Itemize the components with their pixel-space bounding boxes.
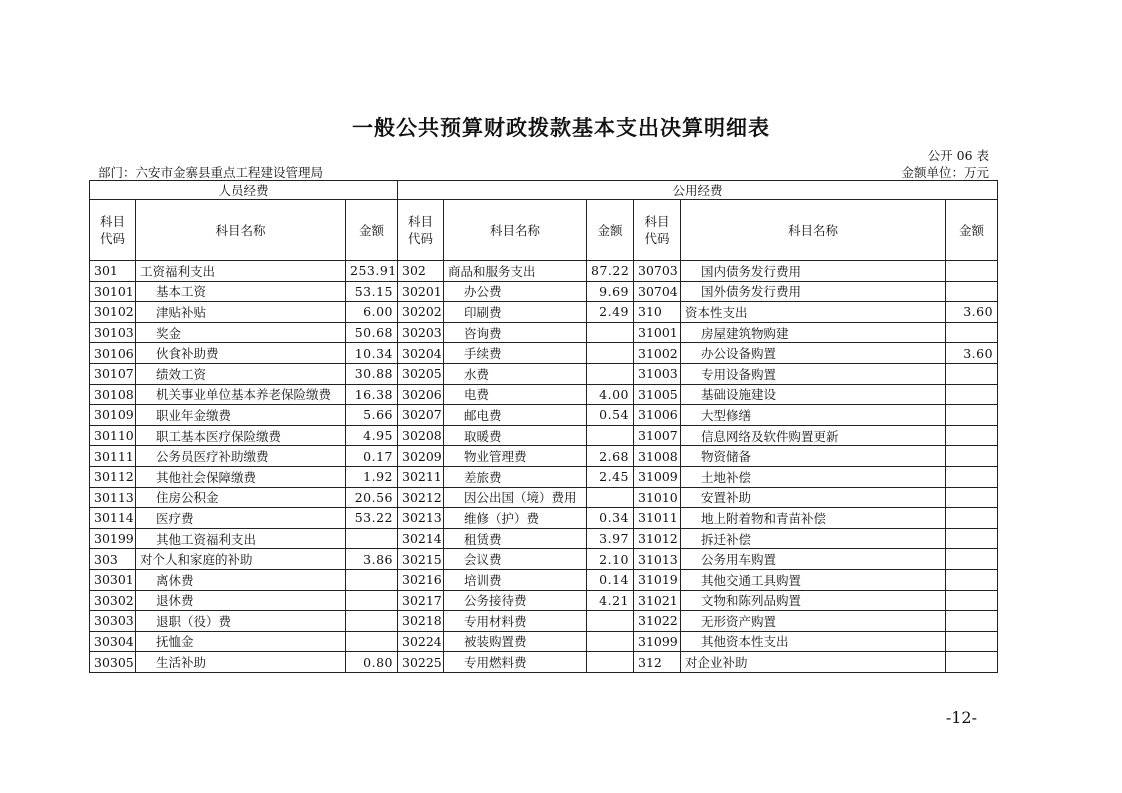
name-cell: 文物和陈列品购置 [681, 590, 946, 611]
code-cell: 31002 [634, 343, 681, 364]
code-cell: 30211 [398, 466, 444, 487]
code-cell: 30110 [90, 425, 136, 446]
code-cell: 30208 [398, 425, 444, 446]
amount-cell: 3.97 [587, 528, 634, 549]
header-name: 科目名称 [681, 200, 946, 261]
code-cell: 30209 [398, 446, 444, 467]
header-amount: 金额 [346, 200, 398, 261]
amount-cell [346, 528, 398, 549]
amount-cell [946, 281, 998, 302]
name-cell: 物资储备 [681, 446, 946, 467]
page-title: 一般公共预算财政拨款基本支出决算明细表 [352, 115, 770, 140]
code-cell: 30217 [398, 590, 444, 611]
amount-cell [587, 487, 634, 508]
amount-cell: 9.69 [587, 281, 634, 302]
name-cell: 物业管理费 [444, 446, 587, 467]
amount-cell: 3.86 [346, 549, 398, 570]
table-row [90, 549, 998, 570]
form-number: 公开 06 表 [927, 148, 989, 163]
amount-cell [587, 652, 634, 673]
code-cell: 30302 [90, 590, 136, 611]
name-cell: 无形资产购置 [681, 611, 946, 632]
code-cell: 31009 [634, 466, 681, 487]
amount-cell: 3.60 [946, 343, 998, 364]
name-cell: 专用设备购置 [681, 363, 946, 384]
name-cell: 专用燃料费 [444, 652, 587, 673]
table-row [90, 281, 998, 302]
name-cell: 对个人和家庭的补助 [136, 549, 346, 570]
code-cell: 30213 [398, 508, 444, 529]
amount-cell [587, 611, 634, 632]
table-row [90, 261, 998, 282]
name-cell: 工资福利支出 [136, 261, 346, 282]
table-row [90, 590, 998, 611]
code-cell: 30114 [90, 508, 136, 529]
name-cell: 安置补助 [681, 487, 946, 508]
name-cell: 退职（役）费 [136, 611, 346, 632]
name-cell: 培训费 [444, 569, 587, 590]
header-code: 科目 代码 [634, 200, 681, 261]
name-cell: 会议费 [444, 549, 587, 570]
name-cell: 因公出国（境）费用 [444, 487, 587, 508]
header-name: 科目名称 [136, 200, 346, 261]
name-cell: 绩效工资 [136, 363, 346, 384]
column-header-row [90, 200, 998, 261]
header-name: 科目名称 [444, 200, 587, 261]
header-code: 科目 代码 [398, 200, 444, 261]
code-cell: 30111 [90, 446, 136, 467]
name-cell: 离休费 [136, 569, 346, 590]
name-cell: 公务员医疗补助缴费 [136, 446, 346, 467]
code-cell: 30113 [90, 487, 136, 508]
code-cell: 30304 [90, 631, 136, 652]
unit-label: 金额单位：万元 [901, 165, 989, 180]
name-cell: 维修（护）费 [444, 508, 587, 529]
table-row [90, 425, 998, 446]
amount-cell: 30.88 [346, 363, 398, 384]
group-personnel: 人员经费 [90, 181, 398, 200]
amount-cell: 53.15 [346, 281, 398, 302]
name-cell: 职业年金缴费 [136, 405, 346, 426]
code-cell: 30305 [90, 652, 136, 673]
amount-cell [946, 322, 998, 343]
name-cell: 手续费 [444, 343, 587, 364]
code-cell: 30703 [634, 261, 681, 282]
name-cell: 资本性支出 [681, 302, 946, 323]
page-number: -12- [945, 708, 977, 727]
amount-cell [946, 405, 998, 426]
code-cell: 31001 [634, 322, 681, 343]
amount-cell [346, 569, 398, 590]
code-cell: 30212 [398, 487, 444, 508]
amount-cell [587, 631, 634, 652]
name-cell: 咨询费 [444, 322, 587, 343]
header-amount: 金额 [946, 200, 998, 261]
code-cell: 312 [634, 652, 681, 673]
amount-cell: 4.00 [587, 384, 634, 405]
code-cell: 31011 [634, 508, 681, 529]
code-cell: 30303 [90, 611, 136, 632]
name-cell: 对企业补助 [681, 652, 946, 673]
table-row [90, 569, 998, 590]
code-cell: 31010 [634, 487, 681, 508]
name-cell: 基本工资 [136, 281, 346, 302]
code-cell: 301 [90, 261, 136, 282]
table-row [90, 652, 998, 673]
table-row [90, 446, 998, 467]
table-row [90, 343, 998, 364]
name-cell: 其他社会保障缴费 [136, 466, 346, 487]
amount-cell [346, 611, 398, 632]
amount-cell: 0.17 [346, 446, 398, 467]
amount-cell [946, 528, 998, 549]
name-cell: 租赁费 [444, 528, 587, 549]
name-cell: 电费 [444, 384, 587, 405]
code-cell: 30207 [398, 405, 444, 426]
code-cell: 30102 [90, 302, 136, 323]
code-cell: 30101 [90, 281, 136, 302]
amount-cell [346, 590, 398, 611]
amount-cell: 2.45 [587, 466, 634, 487]
name-cell: 伙食补助费 [136, 343, 346, 364]
header-amount: 金额 [587, 200, 634, 261]
code-cell: 30205 [398, 363, 444, 384]
name-cell: 印刷费 [444, 302, 587, 323]
name-cell: 拆迁补偿 [681, 528, 946, 549]
amount-cell [587, 363, 634, 384]
amount-cell [946, 466, 998, 487]
name-cell: 被装购置费 [444, 631, 587, 652]
name-cell: 医疗费 [136, 508, 346, 529]
code-cell: 30107 [90, 363, 136, 384]
name-cell: 专用材料费 [444, 611, 587, 632]
table-row [90, 405, 998, 426]
name-cell: 公务接待费 [444, 590, 587, 611]
code-cell: 30218 [398, 611, 444, 632]
table-row [90, 384, 998, 405]
amount-cell [946, 446, 998, 467]
code-cell: 31013 [634, 549, 681, 570]
name-cell: 商品和服务支出 [444, 261, 587, 282]
code-cell: 31006 [634, 405, 681, 426]
amount-cell: 5.66 [346, 405, 398, 426]
code-cell: 31012 [634, 528, 681, 549]
table-row [90, 322, 998, 343]
code-cell: 30202 [398, 302, 444, 323]
amount-cell: 87.22 [587, 261, 634, 282]
table-row [90, 487, 998, 508]
amount-cell [587, 343, 634, 364]
name-cell: 退休费 [136, 590, 346, 611]
amount-cell: 6.00 [346, 302, 398, 323]
code-cell: 30215 [398, 549, 444, 570]
amount-cell [946, 363, 998, 384]
amount-cell: 4.21 [587, 590, 634, 611]
code-cell: 31019 [634, 569, 681, 590]
code-cell: 30704 [634, 281, 681, 302]
code-cell: 30109 [90, 405, 136, 426]
amount-cell: 0.54 [587, 405, 634, 426]
amount-cell: 253.91 [346, 261, 398, 282]
name-cell: 奖金 [136, 322, 346, 343]
name-cell: 职工基本医疗保险缴费 [136, 425, 346, 446]
amount-cell: 4.95 [346, 425, 398, 446]
name-cell: 其他工资福利支出 [136, 528, 346, 549]
name-cell: 取暖费 [444, 425, 587, 446]
name-cell: 机关事业单位基本养老保险缴费 [136, 384, 346, 405]
name-cell: 办公费 [444, 281, 587, 302]
amount-cell [946, 590, 998, 611]
name-cell: 大型修缮 [681, 405, 946, 426]
amount-cell: 2.68 [587, 446, 634, 467]
amount-cell [946, 569, 998, 590]
amount-cell: 2.49 [587, 302, 634, 323]
code-cell: 30224 [398, 631, 444, 652]
name-cell: 其他资本性支出 [681, 631, 946, 652]
code-cell: 31003 [634, 363, 681, 384]
amount-cell: 0.14 [587, 569, 634, 590]
amount-cell [587, 322, 634, 343]
code-cell: 30108 [90, 384, 136, 405]
amount-cell: 10.34 [346, 343, 398, 364]
amount-cell: 53.22 [346, 508, 398, 529]
table-row [90, 363, 998, 384]
amount-cell [946, 487, 998, 508]
table-row [90, 508, 998, 529]
name-cell: 国外债务发行费用 [681, 281, 946, 302]
amount-cell [946, 611, 998, 632]
code-cell: 30214 [398, 528, 444, 549]
amount-cell [946, 261, 998, 282]
code-cell: 30203 [398, 322, 444, 343]
code-cell: 302 [398, 261, 444, 282]
amount-cell: 20.56 [346, 487, 398, 508]
code-cell: 30216 [398, 569, 444, 590]
name-cell: 办公设备购置 [681, 343, 946, 364]
department-label: 部门：六安市金寨县重点工程建设管理局 [98, 165, 324, 180]
code-cell: 31007 [634, 425, 681, 446]
code-cell: 31005 [634, 384, 681, 405]
code-cell: 30199 [90, 528, 136, 549]
name-cell: 水费 [444, 363, 587, 384]
expenditure-table [89, 180, 998, 673]
amount-cell: 50.68 [346, 322, 398, 343]
code-cell: 30112 [90, 466, 136, 487]
code-cell: 303 [90, 549, 136, 570]
table-body [90, 261, 998, 673]
header-code: 科目 代码 [90, 200, 136, 261]
name-cell: 差旅费 [444, 466, 587, 487]
name-cell: 其他交通工具购置 [681, 569, 946, 590]
name-cell: 地上附着物和青苗补偿 [681, 508, 946, 529]
code-cell: 30206 [398, 384, 444, 405]
code-cell: 30301 [90, 569, 136, 590]
code-cell: 30201 [398, 281, 444, 302]
name-cell: 国内债务发行费用 [681, 261, 946, 282]
amount-cell [946, 384, 998, 405]
name-cell: 土地补偿 [681, 466, 946, 487]
name-cell: 抚恤金 [136, 631, 346, 652]
code-cell: 31022 [634, 611, 681, 632]
table-row [90, 611, 998, 632]
table-row [90, 466, 998, 487]
name-cell: 邮电费 [444, 405, 587, 426]
amount-cell [946, 549, 998, 570]
code-cell: 30225 [398, 652, 444, 673]
code-cell: 31008 [634, 446, 681, 467]
amount-cell [346, 631, 398, 652]
amount-cell: 0.80 [346, 652, 398, 673]
name-cell: 基础设施建设 [681, 384, 946, 405]
code-cell: 31021 [634, 590, 681, 611]
code-cell: 31099 [634, 631, 681, 652]
amount-cell [946, 631, 998, 652]
name-cell: 房屋建筑物购建 [681, 322, 946, 343]
name-cell: 住房公积金 [136, 487, 346, 508]
code-cell: 310 [634, 302, 681, 323]
name-cell: 津贴补贴 [136, 302, 346, 323]
name-cell: 生活补助 [136, 652, 346, 673]
code-cell: 30204 [398, 343, 444, 364]
table-row [90, 528, 998, 549]
code-cell: 30106 [90, 343, 136, 364]
name-cell: 信息网络及软件购置更新 [681, 425, 946, 446]
group-public: 公用经费 [398, 181, 998, 200]
table-row [90, 302, 998, 323]
amount-cell [946, 652, 998, 673]
amount-cell: 3.60 [946, 302, 998, 323]
amount-cell: 0.34 [587, 508, 634, 529]
amount-cell [946, 425, 998, 446]
amount-cell: 1.92 [346, 466, 398, 487]
group-header-row [90, 181, 998, 200]
amount-cell [946, 508, 998, 529]
amount-cell [587, 425, 634, 446]
code-cell: 30103 [90, 322, 136, 343]
amount-cell: 2.10 [587, 549, 634, 570]
name-cell: 公务用车购置 [681, 549, 946, 570]
amount-cell: 16.38 [346, 384, 398, 405]
table-row [90, 631, 998, 652]
